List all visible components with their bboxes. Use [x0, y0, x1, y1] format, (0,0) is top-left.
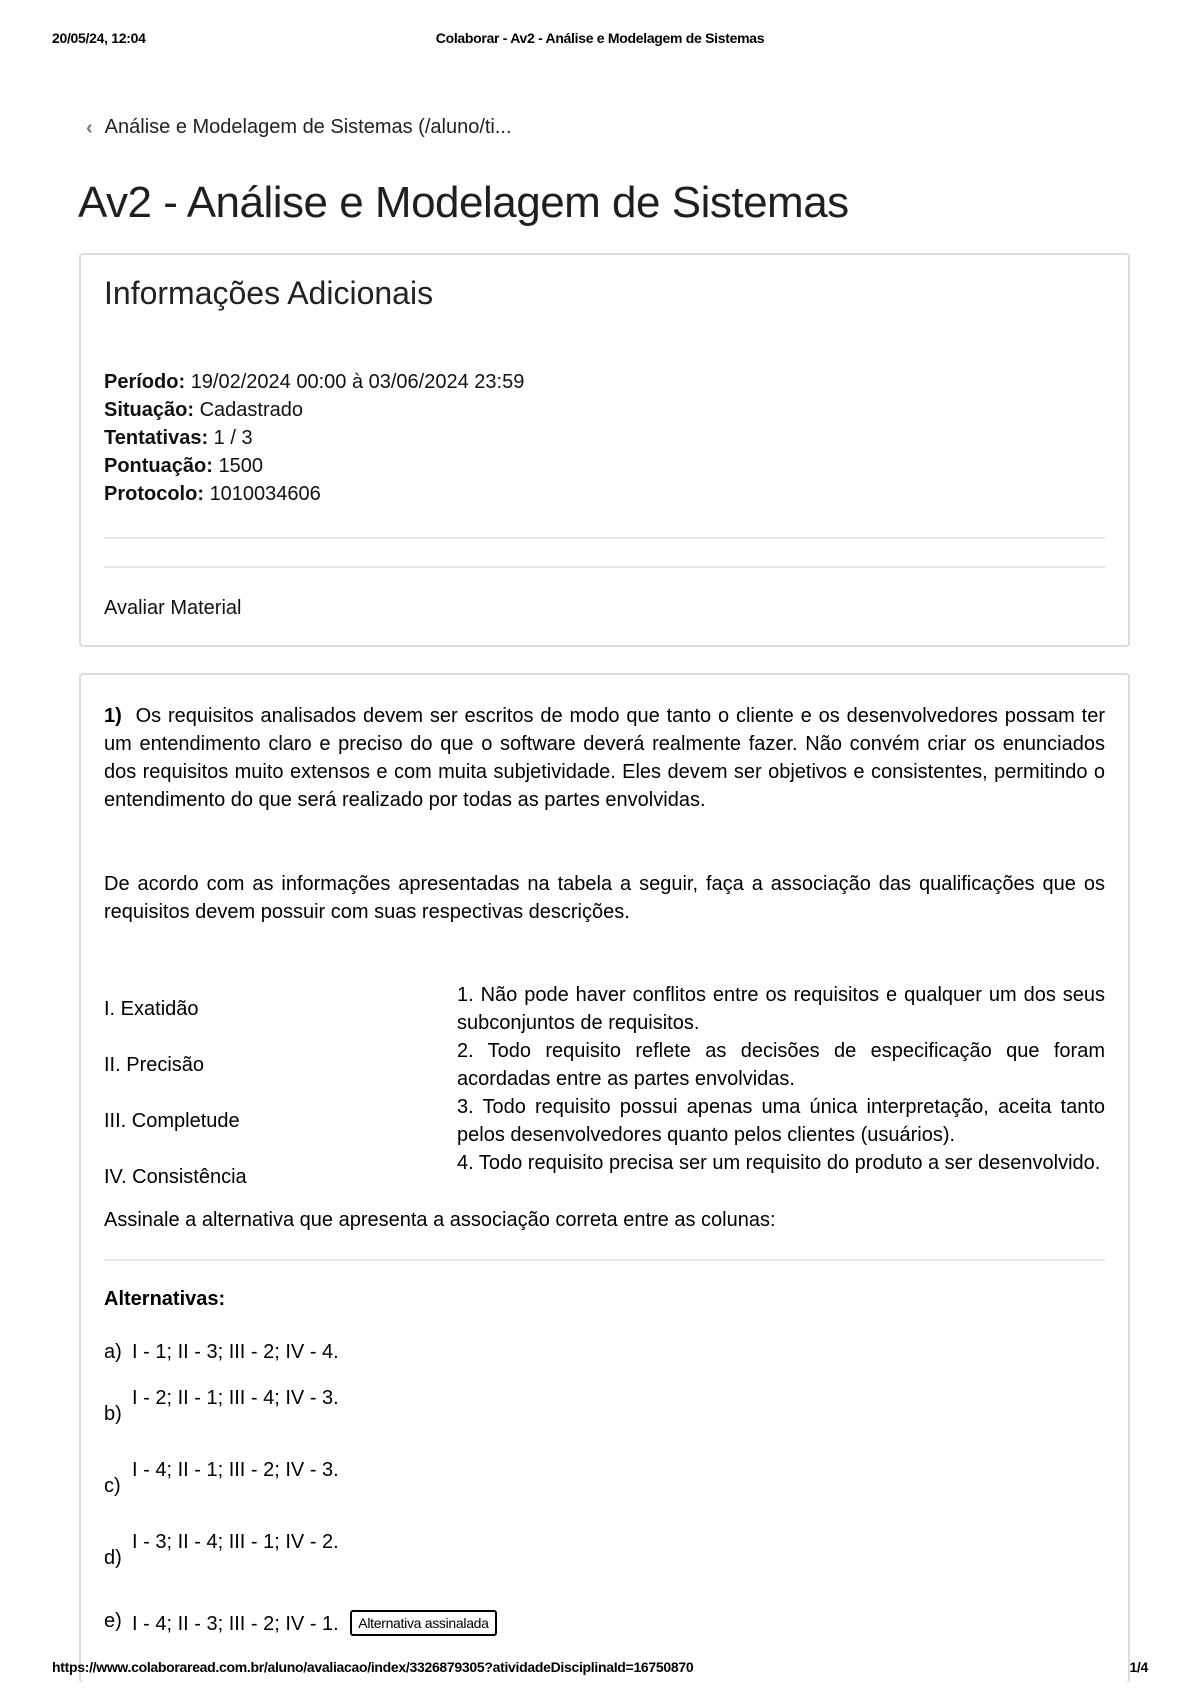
association-row	[104, 1149, 1105, 1205]
print-datetime: 20/05/24, 12:04	[52, 30, 146, 46]
association-left: III. Completude	[104, 1109, 240, 1132]
question-paragraph-1: Os requisitos analisados devem ser escritos de modo que tanto o cliente e os desenvolvedores possam ter um entendimento claro e preciso do que o software deverá realmente fazer. Não convém criar os enunciados dos requisitos muito extensos e com muita subjetividade. Eles devem ser objetivos e consistentes, permitindo o entendimento do que será realizado por todas as partes envolvidas.	[104, 705, 1105, 811]
association-row	[104, 981, 1105, 1037]
info-status	[104, 396, 524, 424]
alternative-text: I - 1; II - 3; III - 2; IV - 4.	[132, 1341, 339, 1363]
info-title: Informações Adicionais	[104, 275, 434, 311]
alternative-text-value: I - 4; II - 3; III - 2; IV - 1.	[132, 1613, 339, 1635]
alternative-text: I - 2; II - 1; III - 4; IV - 3.	[132, 1387, 339, 1409]
print-document-title: Colaborar - Av2 - Análise e Modelagem de Sistemas	[435, 30, 765, 46]
info-score	[104, 452, 524, 480]
alternatives-heading: Alternativas:	[104, 1288, 226, 1310]
breadcrumb[interactable]	[86, 116, 512, 139]
association-row	[104, 1093, 1105, 1149]
info-attempts-value: 1 / 3	[213, 427, 253, 449]
info-period-label: Período:	[104, 371, 186, 393]
info-attempts-label: Tentativas:	[104, 427, 209, 449]
info-status-value: Cadastrado	[199, 399, 303, 421]
info-attempts	[104, 424, 524, 452]
question-paragraph-2: De acordo com as informações apresentadas na tabela a seguir, faça a associação das qualificações que os requisitos devem possuir com suas respectivas descrições.	[104, 873, 1105, 923]
association-left: IV. Consistência	[104, 1165, 247, 1188]
info-status-label: Situação:	[104, 399, 195, 421]
alternative-letter: b)	[104, 1403, 122, 1425]
print-footer	[52, 1659, 1148, 1679]
alternative-letter: a)	[104, 1341, 122, 1363]
question-instruction: Assinale a alternativa que apresenta a associação correta entre as colunas:	[104, 1209, 776, 1231]
association-right: 2. Todo requisito reflete as decisões de especificação que foram acordadas entre as partes envolvidas.	[457, 1040, 1105, 1090]
info-score-label: Pontuação:	[104, 455, 213, 477]
alternative-text: I - 4; II - 1; III - 2; IV - 3.	[132, 1459, 339, 1481]
info-protocol-value: 1010034606	[209, 483, 321, 505]
chevron-left-icon: ‹	[86, 116, 93, 139]
page-title: Av2 - Análise e Modelagem de Sistemas	[78, 178, 849, 227]
info-period-value: 19/02/2024 00:00 à 03/06/2024 23:59	[190, 371, 525, 393]
alternative-text	[132, 1610, 497, 1636]
info-score-value: 1500	[218, 455, 263, 477]
info-protocol	[104, 480, 524, 508]
question-card	[79, 673, 1130, 1683]
info-period	[104, 368, 524, 396]
divider	[104, 537, 1105, 539]
info-list	[104, 368, 524, 508]
association-left: II. Precisão	[104, 1053, 205, 1076]
print-url: https://www.colaboraread.com.br/aluno/avaliacao/index/3326879305?atividadeDisciplinaId=16750870	[52, 1659, 694, 1675]
info-protocol-label: Protocolo:	[104, 483, 204, 505]
association-right: 4. Todo requisito precisa ser um requisito do produto a ser desenvolvido.	[457, 1152, 1101, 1174]
question-statement	[104, 702, 1105, 814]
print-header	[52, 30, 1148, 50]
association-right: 3. Todo requisito possui apenas uma única interpretação, aceita tanto pelos desenvolvedores quanto pelos clientes (usuários).	[457, 1096, 1105, 1146]
association-left: I. Exatidão	[104, 997, 199, 1020]
association-row	[104, 1037, 1105, 1093]
info-card	[79, 253, 1130, 647]
rate-material-link[interactable]: Avaliar Material	[104, 597, 242, 619]
alternative-text: I - 3; II - 4; III - 1; IV - 2.	[132, 1531, 339, 1553]
marked-alternative-badge: Alternativa assinalada	[350, 1610, 496, 1636]
divider	[104, 566, 1105, 568]
breadcrumb-link[interactable]: Análise e Modelagem de Sistemas (/aluno/ti...	[104, 116, 512, 138]
alternative-letter: c)	[104, 1475, 121, 1497]
alternative-letter: e)	[104, 1610, 122, 1632]
alternative-letter: d)	[104, 1547, 122, 1569]
question-number: 1)	[104, 705, 122, 727]
print-page-number: 1/4	[1129, 1659, 1148, 1675]
divider	[104, 1259, 1105, 1261]
association-right: 1. Não pode haver conflitos entre os requisitos e qualquer um dos seus subconjuntos de requisitos.	[457, 984, 1105, 1034]
